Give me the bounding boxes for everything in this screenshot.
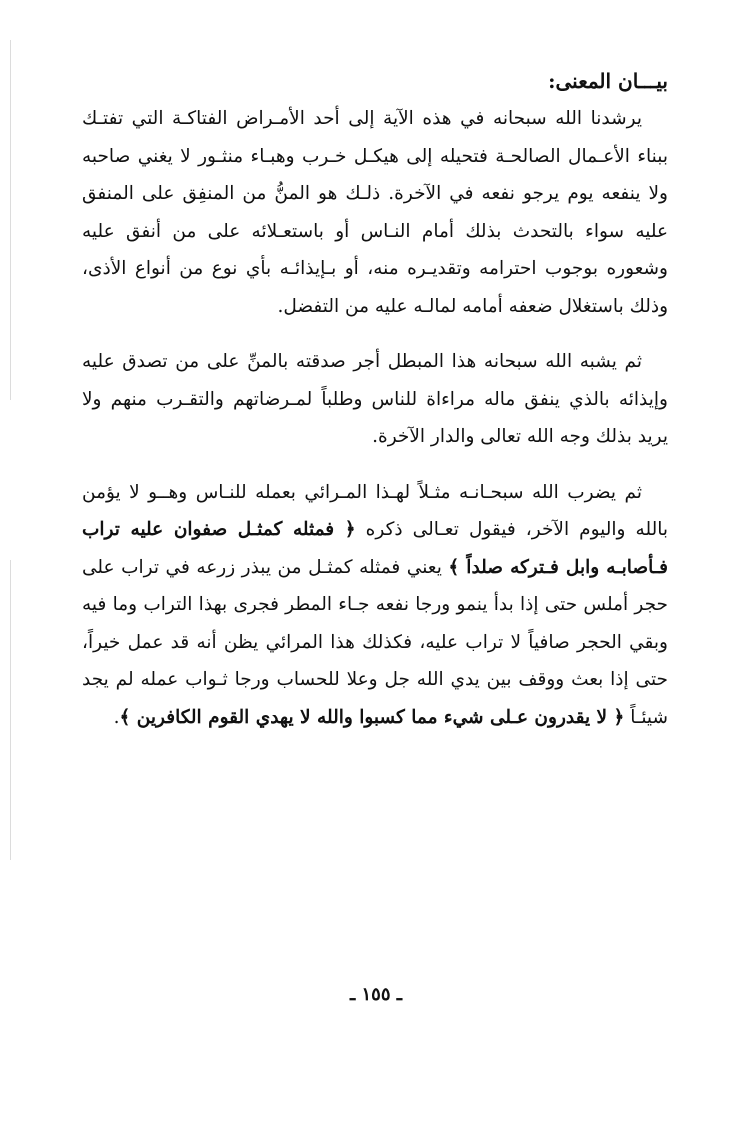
scan-edge-mark-lower <box>10 560 11 860</box>
paragraph-simile-text: ثم يشبه الله سبحانه هذا المبطل أجر صدقته بالمنِّ على من تصدق عليه وإيذائه بالذي ينفق ماله مراءاة للناس وطلباً لمـرضاتهم والتقـرب منهم ولا يريد بذلك وجه الله تعالى والدار الآخرة. <box>82 351 668 447</box>
page-number: ـ ١٥٥ ـ <box>349 984 403 1005</box>
paragraph-meaning-text: يرشدنا الله سبحانه في هذه الآية إلى أحد الأمـراض الفتاكـة التي تفتـك ببناء الأعـمال الصالحـة فتحيله إلى هيكـل خـرب وهبـاء منثـور لا يغني صاحبه ولا ينفعه يوم يرجو نفعه في الآخرة. ذلـك هو المنُّ من المنفِق على المنفق عليه سواء بالتحدث بذلك أمام النـاس أو باستعـلائه على من أنفق عليه وشعوره بوجوب احترامه وتقديـره منه، أو بـإيذائـه بأي نوع من أنواع الأذى، وذلك باستغلال ضعفه أمامه لمالـه عليه من التفضل. <box>82 108 668 317</box>
page-body <box>82 64 668 736</box>
section-heading: بيـــان المعنى: <box>548 69 668 93</box>
paragraph-meaning <box>82 100 668 325</box>
scan-edge-mark <box>10 40 11 400</box>
parable-text-intro: ثم يضرب الله سبحـانـه مثـلاً لهـذا المـرائي بعمله للنـاس وهــو لا يؤمن بالله واليوم الآخر، فيقول تعـالى ذكره <box>82 481 668 540</box>
quran-verse-quote-1: ﴿ فمثله كمثـل صفوان عليه تراب فـأصابـه وابل فـتركه صلداً ﴾ <box>82 519 668 578</box>
parable-text-explanation: يعني فمثله كمثـل من يبذر زرعه في تراب على حجر أملس حتى إذا بدأ ينمو ورجا نفعه جـاء المطر فجرى بهذا التراب وما فيه وبقي الحجر صافياً لا تراب عليه، فكذلك هذا المرائي يظن أنه قد عمل خيراً، حتى إذا بعث ووقف بين يدي الله جل وعلا للحساب ورجا ثـواب عمله لم يجد شيئـاً <box>82 556 668 728</box>
quran-verse-quote-2: ﴿ لا يقدرون عـلى شيء مما كسبوا والله لا يهدي القوم الكافرين ﴾ <box>119 706 625 728</box>
parable-text-end: . <box>113 706 120 728</box>
paragraph-parable <box>82 474 668 737</box>
paragraph-simile <box>82 343 668 456</box>
